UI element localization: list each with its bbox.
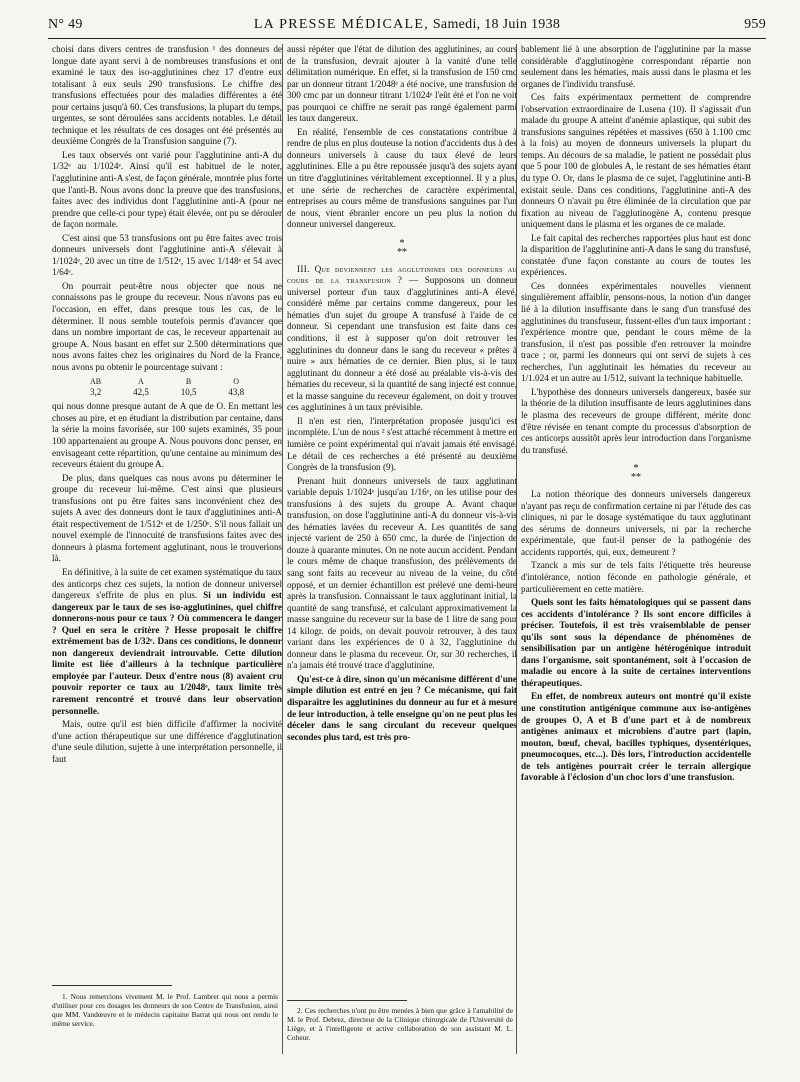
- star-glyph: *: [633, 463, 639, 475]
- paragraph: Les taux observés ont varié pour l'agglutinine anti-A du 1/32ᵉ au 1/1024ᵉ. Ainsi qu'il est habituel de le noter, l'agglutinine anti-A s'est, de façon générale, montrée plus forte que l'anti-B. Nous avons donc la preuve que des transfusions, faites avec des individus dont l'agglutinine anti-A (pour ne prendre que celle-ci pour type) était élevée, ont pu se dérouler de façon normale.: [52, 149, 282, 230]
- paragraph: Le fait capital des recherches rapportées plus haut est donc la disparition de l'agglutinine anti-A dans le sang du transfusé, constatée d'une façon constante au cours de toutes les expériences.: [521, 232, 751, 278]
- section-text: — Supposons un donneur universel porteur d'un taux d'agglutinines anti-A élevé, considéré même par certains comme dangereux, pour les hématies d'un sujet du groupe A transfusé à l'aide de ce donneur. Si cependant une transfusion est faite dans ces conditions, il est à supposer qu'on doit retrouver les agglutinines du donneur dans le sang du receveur « prêtes à nuire » aux hématies de ce dernier. Bien plus, si le taux agglutinant du donneur a été dosé au préalable vis-à-vis des hématies du receveur, si la quantité de sang injecté est connue, et la masse sanguine du receveur également, on doit y trouver ces agglutinines à un taux prévisible.: [287, 275, 517, 413]
- group-value: 42,5: [133, 387, 149, 398]
- sentence: En définitive, à la suite de cet examen systématique du taux des anticorps chez ces sujets, la notion de donneur universel dangereux s'effrite de plus en plus.: [52, 566, 282, 601]
- paragraph: choisi dans divers centres de transfusion ¹ des donneurs de longue date ayant servi à de nombreuses transfusions et ont examiné le taux des iso-agglutinines chez 17 d'entre eux totalisant à eux seuls 290 transfusions. Le chiffre des transfusions effectuées pour des maladies différentes a été pour certains jusqu'à 60. Ces transfusions, la plupart du temps, urgentes, se sont déroulées sans accidents notables. Le détail technique et les résultats de ces dosages ont été présentés au deuxième Congrès de la Transfusion sanguine (7).: [52, 44, 282, 147]
- paragraph: C'est ainsi que 53 transfusions ont pu être faites avec trois donneurs universels dont l'agglutinine anti-A s'élevait à 1/1024ᵉ, 20 avec un titre de 1/512ᵉ, 15 avec 1/148ᵉ et 54 avec 1/64ᵉ.: [52, 232, 282, 278]
- group-value: 43,8: [228, 387, 245, 398]
- column-1: [52, 44, 282, 765]
- section-heading: III. Que deviennent les agglutinines des donneurs au cours de la transfusion ?: [287, 263, 517, 286]
- footnote-1: [52, 992, 278, 1028]
- group-value: 10,5: [180, 387, 197, 398]
- frequency-cell: [90, 377, 101, 397]
- issue-date: Samedi, 18 Juin 1938: [432, 17, 561, 32]
- frequency-cell: [181, 377, 197, 397]
- footnote-rule: [52, 985, 172, 986]
- section-separator: [521, 464, 751, 482]
- paragraph: La notion théorique des donneurs universels dangereux n'ayant pas reçu de confirmation certaine ni par l'étude des cas cliniques, ni par le dosage systématique du taux agglutinant des sérums de donneurs universels, ni par la recherche expérimentale, que faut-il penser de la pathogénie des accidents rapportés, qui, eux, demeurent ?: [521, 489, 751, 557]
- paragraph: En réalité, l'ensemble de ces constatations contribue à rendre de plus en plus douteuse la notion d'accidents dus à des donneurs universels à cause du taux élevé de leurs agglutinines. Elle a pu être repoussée jusqu'à des sujets ayant un titre d'agglutinines véritablement exceptionnel. Il y a plus, et une série de recherches de caractère expérimental, entreprises au cours même de transfusions sanguines par l'un de nous, vient ébranler encore un peu plus la notion du donneur universel dangereux.: [287, 126, 517, 230]
- bold-text: Si un individu est dangereux par le taux de ses iso-agglutinines, quel chiffre donnerons-nous pour ce taux ? Où commencera le danger ? Quel en sera le critère ? Hesse proposait le chiffre extrêmement bas de 1/32ᵉ. Dans ces conditions, le donneur non dangereux deviendrait introuvable. Cette dilution limite est liée d'ailleurs à la technique particulière employée par l'auteur. Deux d'entre nous (8) avaient cru pouvoir reporter ce taux au 1/2048ᵉ, taux limite très rarement rencontré et trouvé dans leur observation personnelle.: [52, 590, 282, 716]
- paragraph: Ces faits expérimentaux permettent de comprendre l'observation extraordinaire de Lusena (10). Il s'agissait d'un malade du groupe A atteint d'anémie aplastique, qui subit des transfusions sanguines répétées et massives (650 à 1.100 cmc à la fois) au moyen de donneurs universels la plupart du temps. Au décours de sa maladie, le patient ne possédait plus que 5 pour 100 de globules A, le restant de ses hématies étant du type O. Or, dans le plasma de ce sujet, l'agglutinine anti-B existait seule. Dans ces conditions, l'agglutinine anti-A des donneurs O n'avait pu être éliminée de la circulation que par fixation au niveau de l'agglutinogène A, contenu presque uniquement dans le plasma et les organes de ce malade.: [521, 92, 751, 230]
- paragraph: L'hypothèse des donneurs universels dangereux, basée sur la théorie de la dilution insuffisante de leurs agglutinines dans le plasma des receveurs de groupe différent, mérite donc d'être révisée en tenant compte du processus d'absorption de ces anticorps aussitôt après leur introduction dans l'organisme du transfusé.: [521, 386, 751, 455]
- group-label: AB: [90, 377, 102, 387]
- footnote-rule: [287, 1000, 407, 1001]
- column-2: [287, 44, 517, 743]
- group-label: A: [138, 377, 144, 387]
- star-glyph: **: [397, 246, 407, 258]
- paragraph: qui nous donne presque autant de A que de O. En mettant les choses au pire, et en étudiant la distribution par centaine, dans la série la moins favorisée, sur 100 sujets examinés, 35 pour 100 appartenaient au groupe A. Nous pouvons donc penser, en envisageant cette répartition, qu'une centaine au minimum des receveurs étaient du groupe A.: [52, 401, 282, 470]
- group-label: B: [185, 377, 192, 387]
- group-label: O: [233, 377, 240, 387]
- frequency-cell: [133, 377, 149, 397]
- header-rule: [48, 38, 766, 39]
- paragraph: Qu'est-ce à dire, sinon qu'un mécanisme différent d'une simple dilution est entré en jeu ? Ce mécanisme, qui fait disparaître les agglutinines du donneur au fur et à mesure de leur introduction, à telle enseigne qu'on ne peut plus les déceler dans le sang circulant du receveur quelques secondes plus tard, est très pro-: [287, 673, 517, 742]
- paragraph: Il n'en est rien, l'interprétation proposée jusqu'ici est incomplète. L'un de nous ² s'est attaché récemment à mettre en lumière ce point expérimental qui n'avait jamais été envisagé. Le détail de ces recherches a été présenté au deuxième Congrès de la transfusion (9).: [287, 415, 517, 473]
- group-frequency-table: [74, 377, 260, 397]
- journal-title: LA PRESSE MÉDICALE,: [253, 17, 430, 32]
- column-divider: [282, 44, 283, 1054]
- page-number: 959: [744, 17, 766, 32]
- star-glyph: **: [631, 472, 641, 484]
- paragraph: Ces données expérimentales nouvelles viennent singulièrement affaiblir, pensons-nous, la notion d'un danger lié à la dilution insuffisante dans le sang d'un transfusé des agglutinines du transfuseur, fussent-elles d'un taux important : l'expérience montre que, pendant le cours même de la transfusion, il n'est pas possible d'en retrouver la moindre trace ; or, parmi les donneurs qui ont servi de sujets à ces recherches, l'un agglutinait les hématies du receveur au 1/1.024 et un autre au 1/512, suivant la technique habituelle.: [521, 280, 751, 384]
- paragraph: Mais, outre qu'il est bien difficile d'affirmer la nocivité d'une action thérapeutique sur une différence d'agglutination d'une seule dilution, sujette à une interprétation personnelle, il faut: [52, 719, 282, 764]
- frequency-cell: [228, 377, 244, 397]
- column-3: [521, 44, 751, 784]
- footnote-text: 2. Ces recherches n'ont pu être menées à bien que grâce à l'amabilité de M. le Prof. Debrez, directeur de la Clinique chirurgicale de l'Université de Liège, et à l'intelligente et active collaboration de son assistant M. L. Coheur.: [287, 1006, 513, 1042]
- paragraph: Tzanck a mis sur de tels faits l'étiquette très heureuse d'intolérance, notion féconde en pathologie générale, et particulièrement en cette matière.: [521, 560, 751, 594]
- paragraph: Prenant huit donneurs universels de taux agglutinant variable depuis 1/1024ᵉ jusqu'au 1/16ᵉ, on les utilise pour des transfusions à des sujets du groupe A. Avant chaque transfusion, on dose l'agglutinine anti-A du donneur vis-à-vis des hématies lavées du receveur A. Les quantités de sang injecté varient de 250 à 650 cmc, la durée de l'injection de douze à quarante minutes. On ne note aucun accident. Pendant le cours même de chaque transfusion, des prélèvements de sang sont faits au receveur au niveau de la veine, du côté opposé, et un dernier échantillon est prélevé une demi-heure après la transfusion. Connaissant le taux agglutinant initial, la quantité de sang transfusé, et calculant approximativement la masse sanguine du receveur sur la base de 1 litre de sang pour 14 kilogr. de poids, on devait pouvoir retrouver, à des taux variant dans les expériences de 0 à 32, l'agglutinine du donneur dans le plasma du receveur. Or, sur 30 recherches, il n'a jamais été trouvé trace d'agglutinine.: [287, 475, 517, 671]
- paragraph: [52, 567, 282, 717]
- footnote-2: [287, 1006, 513, 1042]
- section-separator: [287, 239, 517, 257]
- page-header: [48, 14, 766, 38]
- section-paragraph: [287, 264, 517, 414]
- footnote-text: 1. Nous remercions vivement M. le Prof. Lambret qui nous a permis d'utiliser pour ces dosages les donneurs de son Centre de Transfusion, ainsi que MM. Vandœuvre et le médecin capitaine Barrat qui nous ont rendu le même service.: [52, 992, 278, 1028]
- paragraph: aussi répéter que l'état de dilution des agglutinines, au cours de la transfusion, devrait ajouter à la vanité d'une telle délimitation numérique. En effet, si la transfusion de 150 cmc par un donneur titrant 1/2048ᵉ a été nocive, une transfusion de 300 cmc par un donneur titrant 1/1024ᵉ l'eût été et l'on ne voit pas pourquoi ce chiffre ne serait pas rangé également parmi les taux dangereux.: [287, 44, 517, 124]
- star-glyph: *: [399, 237, 405, 249]
- paragraph: bablement lié à une absorption de l'agglutinine par la masse considérable d'agglutinogène correspondant répartie non seulement dans les hématies, mais aussi dans le plasma et les organes de l'individu transfusé.: [521, 44, 751, 89]
- paragraph: On pourrait peut-être nous objecter que nous ne connaissons pas le groupe du receveur. Nous n'avons pas eu l'occasion, en effet, dans presque tous les cas, de le déterminer. Il nous semble toutefois permis d'avancer que dans un nombre important de cas, le receveur appartenait au groupe A. Nous basant en effet sur 2.500 déterminations que nous avons faites chez les originaires du Nord de la France, nous avons pu obtenir le pourcentage suivant :: [52, 280, 282, 372]
- paragraph: De plus, dans quelques cas nous avons pu déterminer le groupe du receveur lui-même. C'est ainsi que plusieurs transfusions ont pu être faites sans inconvénient chez des sujets A avec des donneurs dont le taux d'agglutinines anti-A était respectivement de 1/512ᵉ et de 1/250ᵉ. S'il nous fallait un nouvel exemple de l'innocuité de transfusions faites avec des donneurs à plasma fortement agglutinant, nous le trouverions là.: [52, 472, 282, 564]
- paragraph: Quels sont les faits hématologiques qui se passent dans ces accidents d'intolérance ? Ils sont encore difficiles à préciser. Toutefois, il est très vraisemblable de penser qu'ils sont sous la dépendance de phénomènes de sensibilisation par un antigène hétérogénique introduit dans l'organisme, soit spontanément, soit à l'occasion de maladie ou encore à la suite de certaines interventions thérapeutiques.: [521, 597, 751, 688]
- group-value: 3,2: [89, 387, 102, 398]
- paragraph: En effet, de nombreux auteurs ont montré qu'il existe une constitution antigénique commune aux iso-antigènes de groupes O, A et B d'une part et à de nombreux antigènes animaux et microbiens d'autre part (lapin, mouton, bœuf, cheval, bacilles typhiques, dysentériques, pneumocoques, etc...). Dès lors, l'introduction accidentelle de tels antigènes pourrait créer le terrain allergique favorable à l'éclosion d'un choc lors d'une transfusion.: [521, 691, 751, 783]
- issue-number: N° 49: [48, 17, 83, 32]
- masthead: [48, 17, 766, 33]
